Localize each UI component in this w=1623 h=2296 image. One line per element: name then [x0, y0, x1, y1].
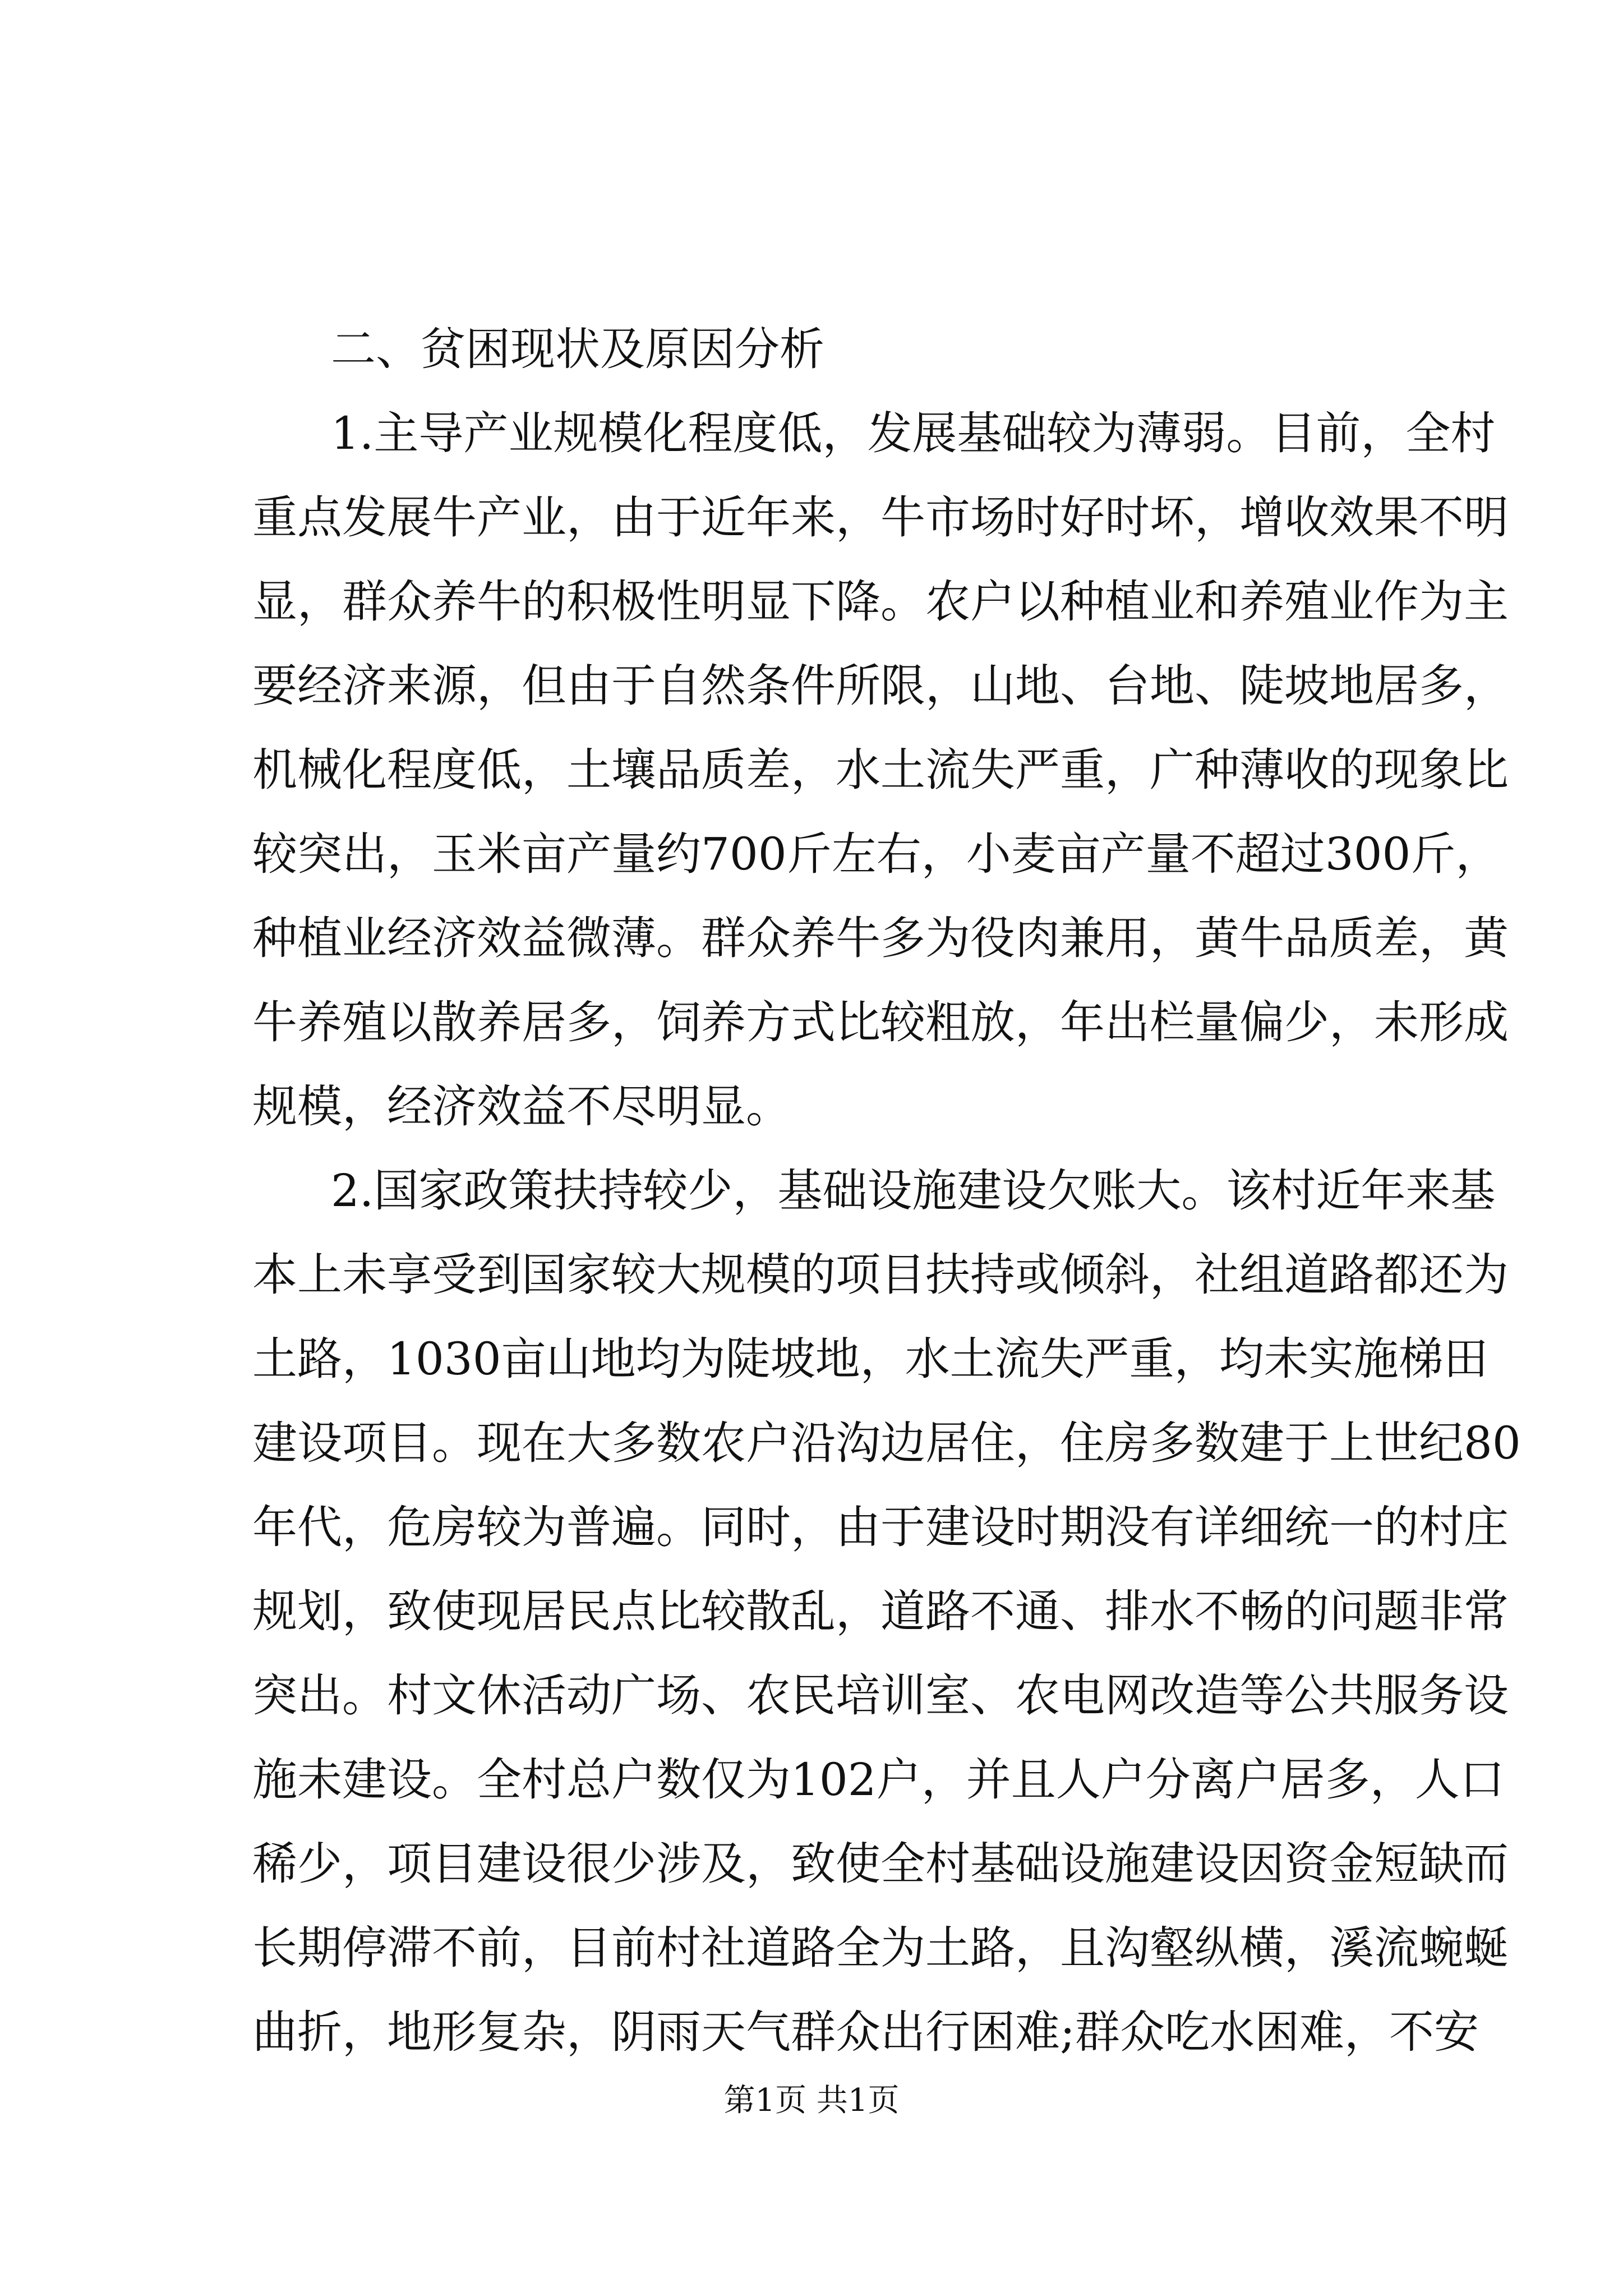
paragraph-line: 2.国家政策扶持较少，基础设施建设欠账大。该村近年来基 [331, 1165, 1496, 1217]
paragraph-line: 土路，1030亩山地均为陡坡地，水土流失严重，均未实施梯田 [252, 1333, 1488, 1385]
paragraph-line: 本上未享受到国家较大规模的项目扶持或倾斜，社组道路都还为 [252, 1249, 1509, 1301]
paragraph-line: 年代，危房较为普遍。同时，由于建设时期没有详细统一的村庄 [252, 1501, 1509, 1553]
paragraph-line: 突出。村文休活动广场、农民培训室、农电网改造等公共服务设 [252, 1669, 1509, 1722]
document-body [252, 307, 1521, 2074]
paragraph-line: 规模，经济效益不尽明显。 [252, 1080, 791, 1133]
paragraph-line: 施未建设。全村总户数仅为102户，并且人户分离户居多，人口 [252, 1754, 1505, 1806]
paragraph-line: 曲折，地形复杂，阴雨天气群众出行困难;群众吃水困难，不安 [252, 2006, 1479, 2058]
paragraph-line: 1.主导产业规模化程度低，发展基础较为薄弱。目前，全村 [331, 407, 1496, 459]
paragraph-line: 机械化程度低，土壤品质差，水土流失严重，广种薄收的现象比 [252, 744, 1509, 796]
paragraph-line: 稀少，项目建设很少涉及，致使全村基础设施建设因资金短缺而 [252, 1838, 1509, 1890]
paragraph-1 [252, 392, 1509, 1149]
paragraph-line: 长期停滞不前，目前村社道路全为土路，且沟壑纵横，溪流蜿蜒 [252, 1922, 1509, 1974]
paragraph-line: 重点发展牛产业，由于近年来，牛市场时好时坏，增收效果不明 [252, 491, 1509, 544]
section-heading: 二、贫困现状及原因分析 [331, 323, 824, 375]
paragraph-line: 建设项目。现在大多数农户沿沟边居住，住房多数建于上世纪80 [252, 1417, 1521, 1469]
paragraph-line: 牛养殖以散养居多，饲养方式比较粗放，年出栏量偏少，未形成 [252, 996, 1509, 1048]
paragraph-line: 显，群众养牛的积极性明显下降。农户以种植业和养殖业作为主 [252, 576, 1509, 628]
paragraph-2 [252, 1149, 1521, 2074]
page-footer: 第1页 共1页 [723, 2082, 900, 2119]
paragraph-line: 要经济来源，但由于自然条件所限，山地、台地、陡坡地居多， [252, 660, 1509, 712]
paragraph-line: 规划，致使现居民点比较散乱，道路不通、排水不畅的问题非常 [252, 1585, 1509, 1637]
paragraph-line: 较突出，玉米亩产量约700斤左右，小麦亩产量不超过300斤， [252, 828, 1501, 880]
paragraph-line: 种植业经济效益微薄。群众养牛多为役肉兼用，黄牛品质差，黄 [252, 912, 1509, 964]
